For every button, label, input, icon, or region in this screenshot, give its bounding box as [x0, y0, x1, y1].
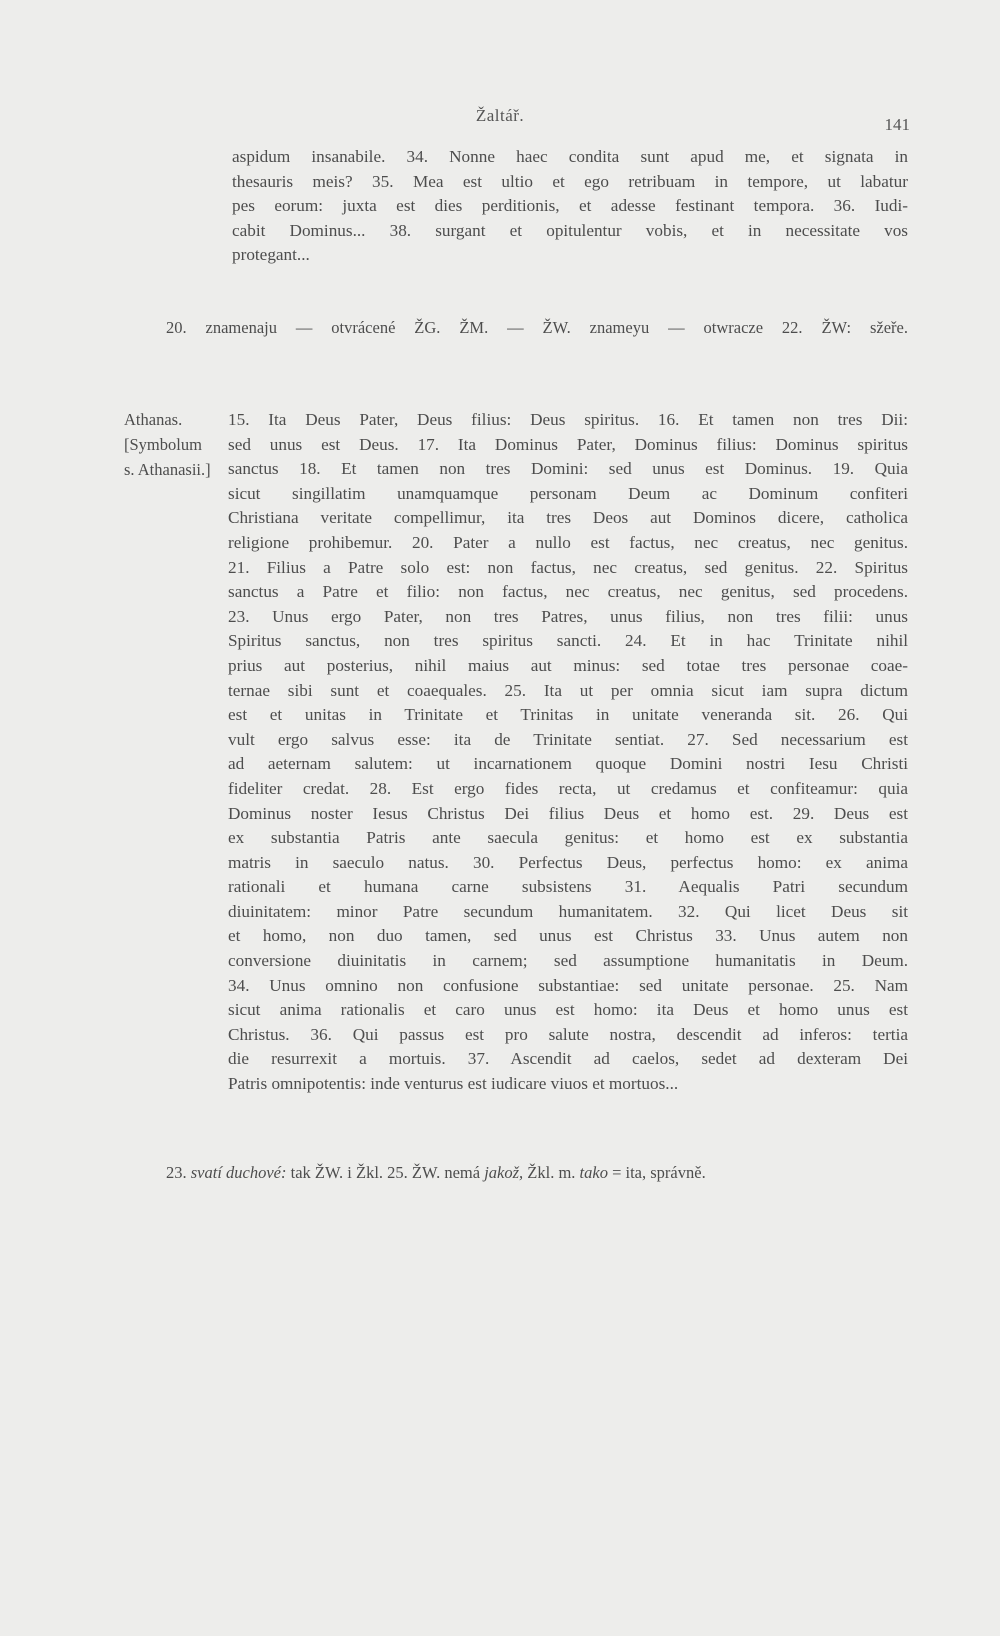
- text-line: sicut singillatim unamquamque personam Deum ac Dominum confiteri: [228, 483, 908, 503]
- text-line: Patris omnipotentis: inde venturus est iudicare viuos et mortuos...: [228, 1074, 679, 1094]
- text-line: Dominus noster Iesus Christus Dei filius Deus et homo est. 29. Deus est: [228, 803, 908, 823]
- text-line: est et unitas in Trinitate et Trinitas in unitate veneranda sit. 26. Qui: [228, 705, 908, 725]
- text-line: fideliter credat. 28. Est ergo fides recta, ut credamus et confiteamur: quia: [228, 778, 908, 798]
- upper-text-block: [232, 145, 908, 268]
- margin-note-line: [Symbolum: [124, 434, 202, 454]
- text-line: protegant...: [232, 245, 310, 265]
- margin-note-line: s. Athanasii.]: [124, 459, 211, 479]
- text-line: 23. Unus ergo Pater, non tres Patres, unus filius, non tres filii: unus: [228, 606, 908, 626]
- footnote-italic-term: svatí duchové:: [190, 1163, 287, 1182]
- margin-note-line: Athanas.: [124, 410, 183, 429]
- text-line: ex substantia Patris ante saecula genitus: et homo est ex substantia: [228, 828, 908, 848]
- text-line: vult ergo salvus esse: ita de Trinitate sentiat. 27. Sed necessarium est: [228, 729, 908, 749]
- footnote-italic-term: tako: [579, 1163, 608, 1182]
- page-number: 141: [884, 115, 910, 134]
- text-line: die resurrexit a mortuis. 37. Ascendit ad caelos, sedet ad dexteram Dei: [228, 1049, 908, 1069]
- main-text-block: [228, 408, 908, 1097]
- text-line: sanctus a Patre et filio: non factus, nec creatus, nec genitus, sed procedens.: [228, 582, 908, 602]
- text-line: sanctus 18. Et tamen non tres Domini: sed unus est Dominus. 19. Quia: [228, 459, 908, 479]
- running-head: Žaltář.: [475, 106, 525, 125]
- footnote-variants: 20. znamenaju — otvrácené ŽG. ŽM. — ŽW. znameyu — otwracze 22. ŽW: sžeře.: [166, 318, 908, 337]
- text-line: et homo, non duo tamen, sed unus est Christus 33. Unus autem non: [228, 926, 908, 946]
- text-line: pes eorum: juxta est dies perditionis, et adesse festinant tempora. 36. Iudi-: [232, 196, 908, 216]
- footnote-commentary: [166, 1163, 908, 1183]
- text-line: ad aeternam salutem: ut incarnationem quoque Domini nostri Iesu Christi: [228, 754, 908, 774]
- text-line: 34. Unus omnino non confusione substantiae: sed unitate personae. 25. Nam: [228, 975, 908, 995]
- margin-note: [124, 408, 234, 482]
- text-line: 21. Filius a Patre solo est: non factus, nec creatus, sed genitus. 22. Spiritus: [228, 557, 908, 577]
- text-line: Spiritus sanctus, non tres spiritus sancti. 24. Et in hac Trinitate nihil: [228, 631, 908, 651]
- text-line: matris in saeculo natus. 30. Perfectus Deus, perfectus homo: ex anima: [228, 852, 908, 872]
- footnote-text: tak ŽW. i Žkl. 25. ŽW. nemá: [290, 1163, 481, 1182]
- footnote-number: 23.: [166, 1163, 187, 1182]
- footnote-text: Žkl. m.: [527, 1163, 576, 1182]
- footnote-italic-term: jakož,: [484, 1163, 524, 1182]
- text-line: religione prohibemur. 20. Pater a nullo est factus, nec creatus, nec genitus.: [228, 532, 908, 552]
- text-line: 15. Ita Deus Pater, Deus filius: Deus spiritus. 16. Et tamen non tres Dii:: [228, 410, 908, 429]
- text-line: sicut anima rationalis et caro unus est homo: ita Deus et homo unus est: [228, 1000, 908, 1020]
- text-line: sed unus est Deus. 17. Ita Dominus Pater, Dominus filius: Dominus spiritus: [228, 434, 908, 454]
- text-line: Christiana veritate compellimur, ita tres Deos aut Dominos dicere, catholica: [228, 508, 908, 528]
- text-line: diuinitatem: minor Patre secundum humanitatem. 32. Qui licet Deus sit: [228, 901, 908, 921]
- text-line: prius aut posterius, nihil maius aut minus: sed totae tres personae coae-: [228, 655, 908, 675]
- footnote-text: = ita, správně.: [612, 1163, 706, 1182]
- text-line: Christus. 36. Qui passus est pro salute nostra, descendit ad inferos: tertia: [228, 1024, 908, 1044]
- text-line: aspidum insanabile. 34. Nonne haec condita sunt apud me, et signata in: [232, 147, 908, 166]
- text-line: thesauris meis? 35. Mea est ultio et ego retribuam in tempore, ut labatur: [232, 171, 908, 191]
- text-line: conversione diuinitatis in carnem; sed assumptione humanitatis in Deum.: [228, 951, 908, 971]
- text-line: rationali et humana carne subsistens 31. Aequalis Patri secundum: [228, 877, 908, 897]
- text-line: cabit Dominus... 38. surgant et opitulentur vobis, et in necessitate vos: [232, 220, 908, 240]
- text-line: ternae sibi sunt et coaequales. 25. Ita ut per omnia sicut iam supra dictum: [228, 680, 908, 700]
